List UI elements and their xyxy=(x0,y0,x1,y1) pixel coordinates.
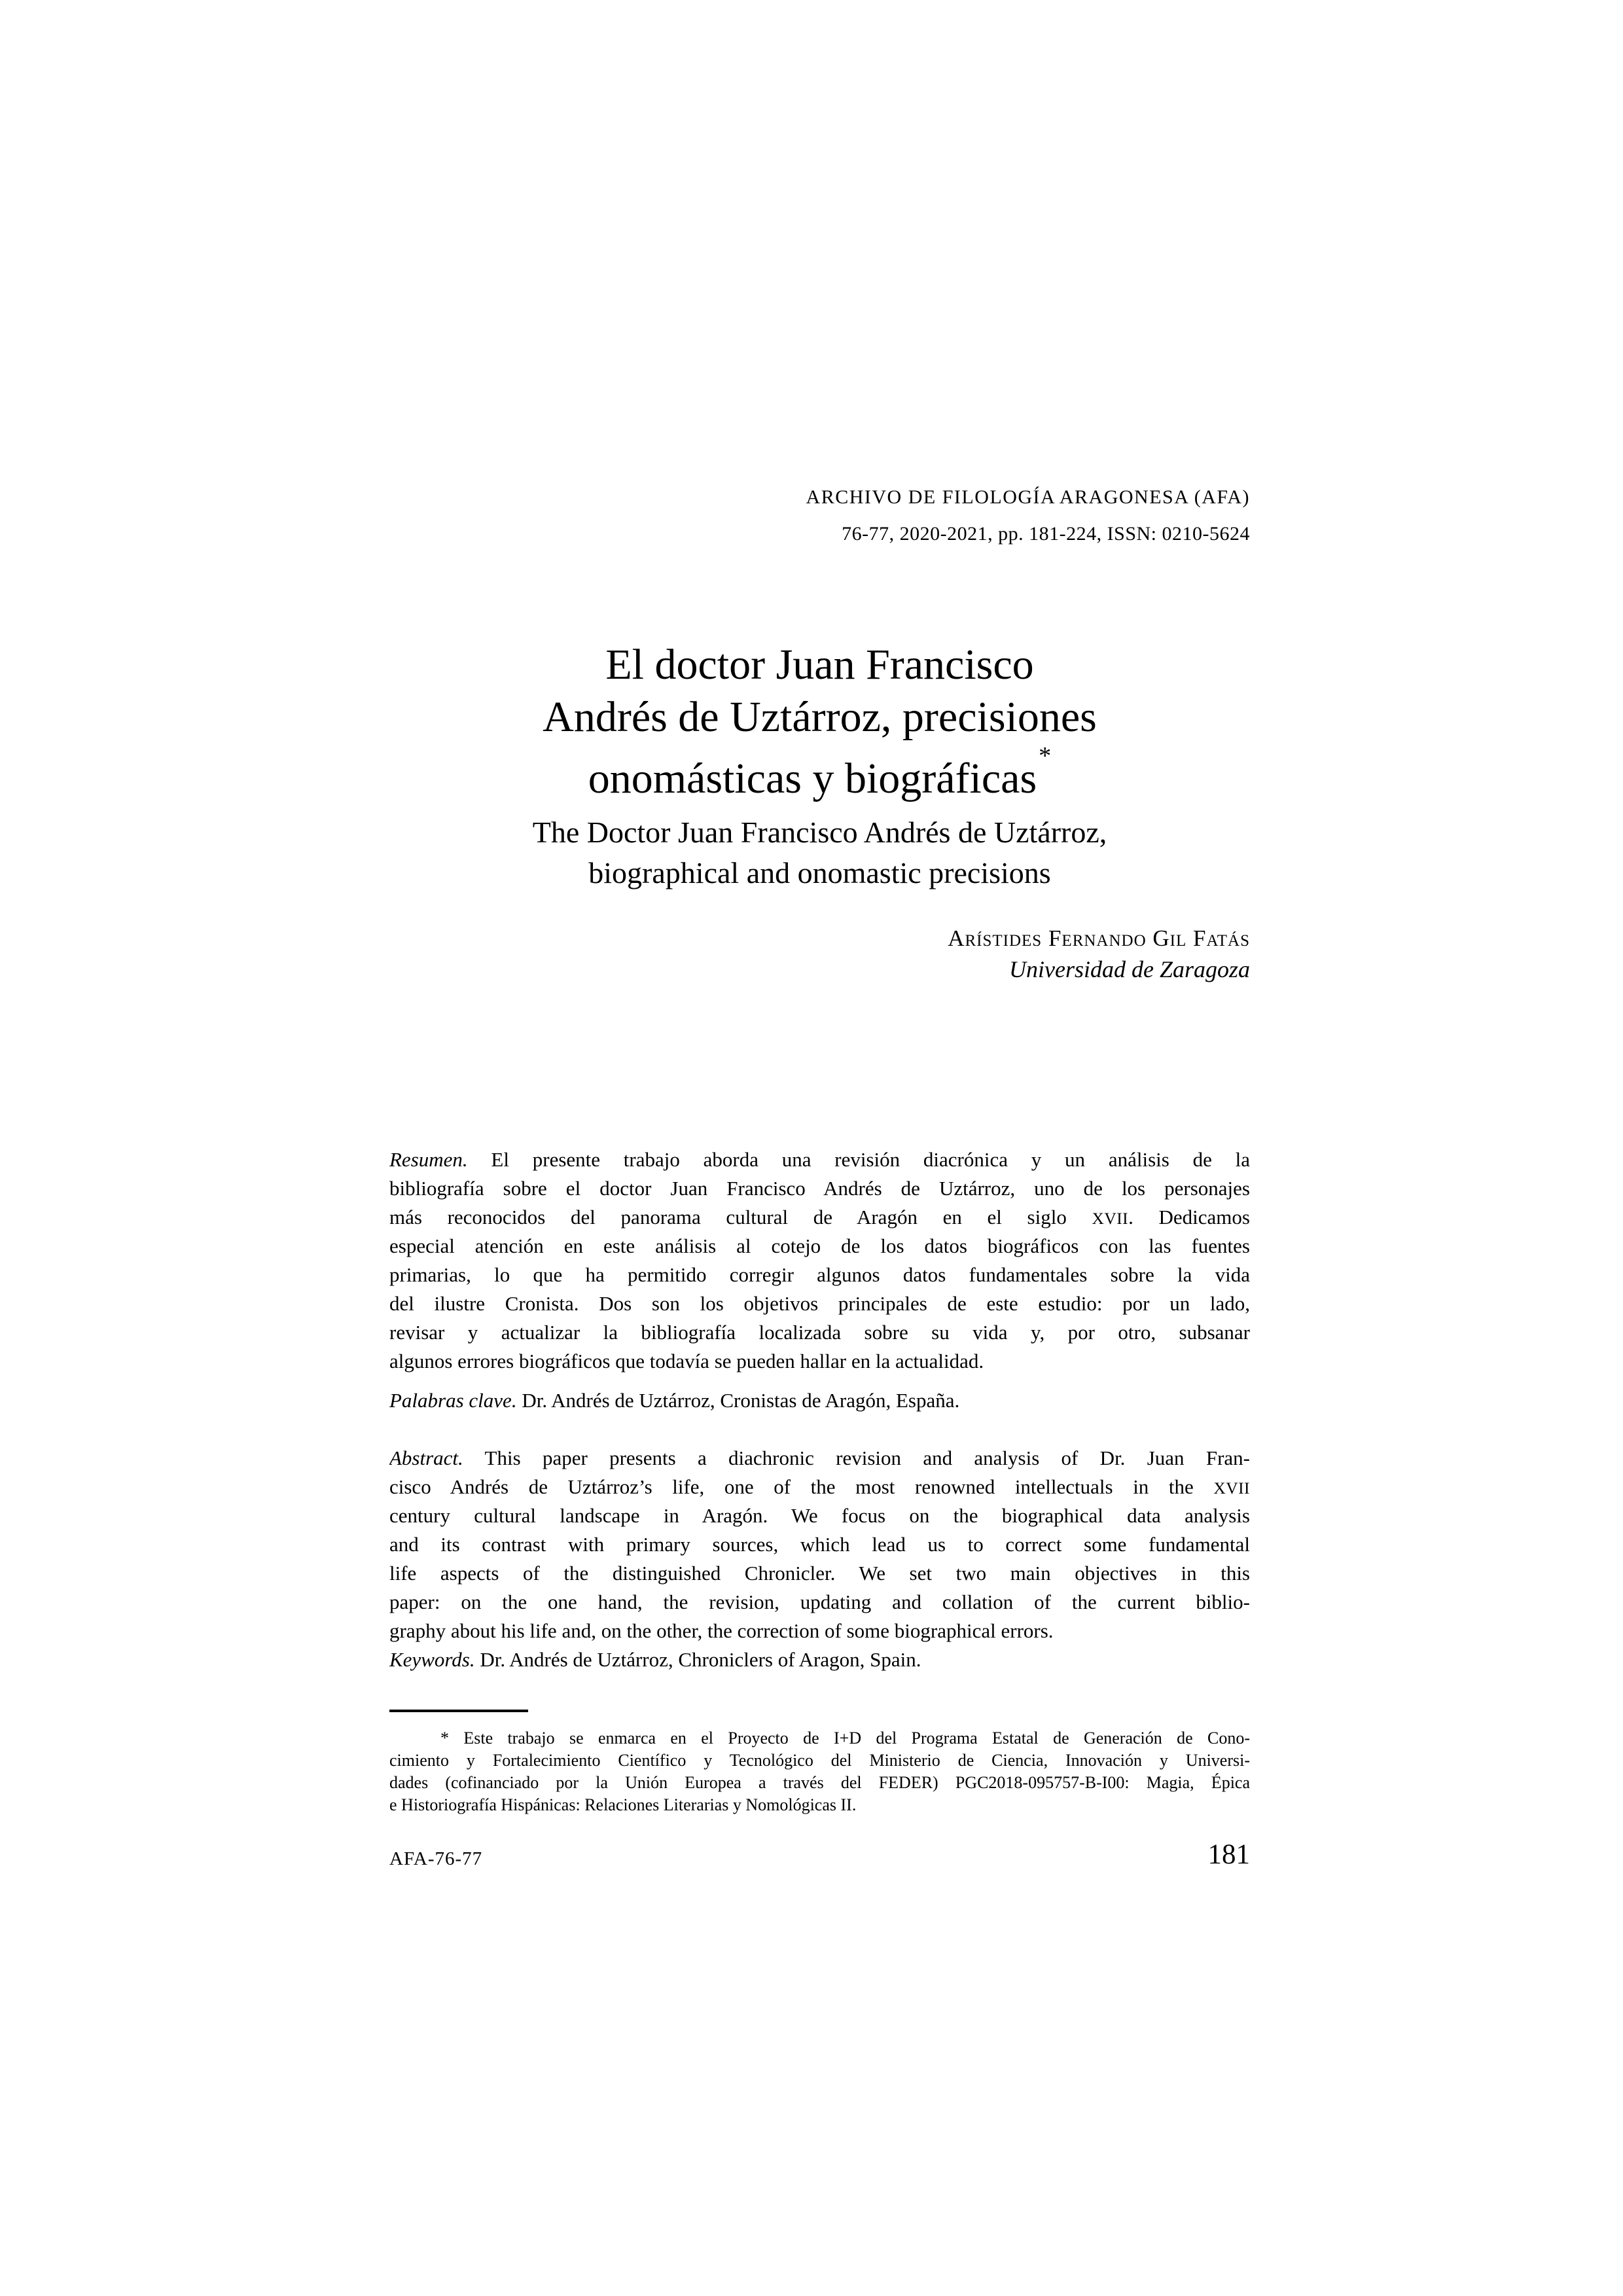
text-line: cimiento y Fortalecimiento Científico y Tecnológico del Ministerio de Ciencia, Innovación y Universi- xyxy=(389,1751,1250,1770)
title-en-line xyxy=(389,853,1250,893)
author-block xyxy=(389,923,1250,985)
text-line: Abstract. This paper presents a diachronic revision and analysis of Dr. Juan Fran- xyxy=(389,1446,1250,1469)
text-line: century cultural landscape in Aragón. We focus on the biographical data analysis xyxy=(389,1504,1250,1527)
text-line: primarias, lo que ha permitido corregir algunos datos fundamentales sobre la vida xyxy=(389,1263,1250,1286)
text-line: bibliografía sobre el doctor Juan Francisco Andrés de Uztárroz, uno de los personajes xyxy=(389,1177,1250,1200)
author-name: Arístides Fernando Gil Fatás xyxy=(948,925,1250,951)
title-en-line xyxy=(389,812,1250,853)
text-line: e Historiografía Hispánicas: Relaciones Literarias y Nomológicas II. xyxy=(389,1795,857,1814)
palabras-clave-line: Palabras clave. Dr. Andrés de Uztárroz, Cronistas de Aragón, España. xyxy=(389,1389,960,1412)
footnote-paragraph xyxy=(389,1727,1250,1816)
author-affiliation: Universidad de Zaragoza xyxy=(1009,956,1250,982)
text-line: and its contrast with primary sources, which lead us to correct some fundamental xyxy=(389,1533,1250,1556)
journal-header xyxy=(389,479,1250,552)
title-line-text: onomásticas y biográficas xyxy=(588,755,1037,802)
title-line xyxy=(389,639,1250,691)
keywords-line: Keywords. Dr. Andrés de Uztárroz, Chroniclers of Aragon, Spain. xyxy=(389,1648,921,1671)
page-number: 181 xyxy=(1207,1839,1250,1870)
title-line-text: El doctor Juan Francisco xyxy=(605,641,1034,689)
journal-issue-line: 76-77, 2020-2021, pp. 181-224, ISSN: 0210-5624 xyxy=(842,523,1250,545)
abstract-paragraph xyxy=(389,1444,1250,1645)
text-line: revisar y actualizar la bibliografía localizada sobre su vida y, por otro, subsanar xyxy=(389,1321,1250,1344)
text-line: más reconocidos del panorama cultural de Aragón en el siglo XVII. Dedicamos xyxy=(389,1206,1250,1229)
title-line xyxy=(389,744,1250,805)
journal-name: ARCHIVO DE FILOLOGÍA ARAGONESA (AFA) xyxy=(806,486,1250,508)
text-line: Resumen. El presente trabajo aborda una revisión diacrónica y un análisis de la xyxy=(389,1148,1250,1171)
footnote-asterisk: * xyxy=(1039,742,1052,770)
text-line: del ilustre Cronista. Dos son los objetivos principales de este estudio: por un lado, xyxy=(389,1292,1250,1315)
title-en-line-text: The Doctor Juan Francisco Andrés de Uztárroz, xyxy=(532,816,1107,849)
text-line: especial atención en este análisis al cotejo de los datos biográficos con las fuentes xyxy=(389,1234,1250,1257)
text-line: paper: on the one hand, the revision, updating and collation of the current biblio- xyxy=(389,1590,1250,1613)
text-line: graphy about his life and, on the other, the correction of some biographical errors. xyxy=(389,1619,1054,1642)
title-en-line-text: biographical and onomastic precisions xyxy=(588,856,1051,889)
footer-journal-ref: AFA-76-77 xyxy=(389,1848,483,1869)
text-line: life aspects of the distinguished Chronicler. We set two main objectives in this xyxy=(389,1562,1250,1585)
title-line xyxy=(389,691,1250,744)
footnote-divider xyxy=(389,1710,528,1712)
text-line: * Este trabajo se enmarca en el Proyecto de I+D del Programa Estatal de Generación de Cono- xyxy=(440,1729,1250,1748)
article-title-en xyxy=(389,812,1250,893)
text-line: algunos errores biográficos que todavía se pueden hallar en la actualidad. xyxy=(389,1350,984,1372)
resumen-paragraph xyxy=(389,1145,1250,1376)
text-line: dades (cofinanciado por la Unión Europea a través del FEDER) PGC2018-095757-B-I00: Magia, Épica xyxy=(389,1773,1250,1792)
article-title-es xyxy=(389,639,1250,805)
text-line: cisco Andrés de Uztárroz’s life, one of the most renowned intellectuals in the XVII xyxy=(389,1475,1250,1498)
title-line-text: Andrés de Uztárroz, precisiones xyxy=(543,693,1097,741)
